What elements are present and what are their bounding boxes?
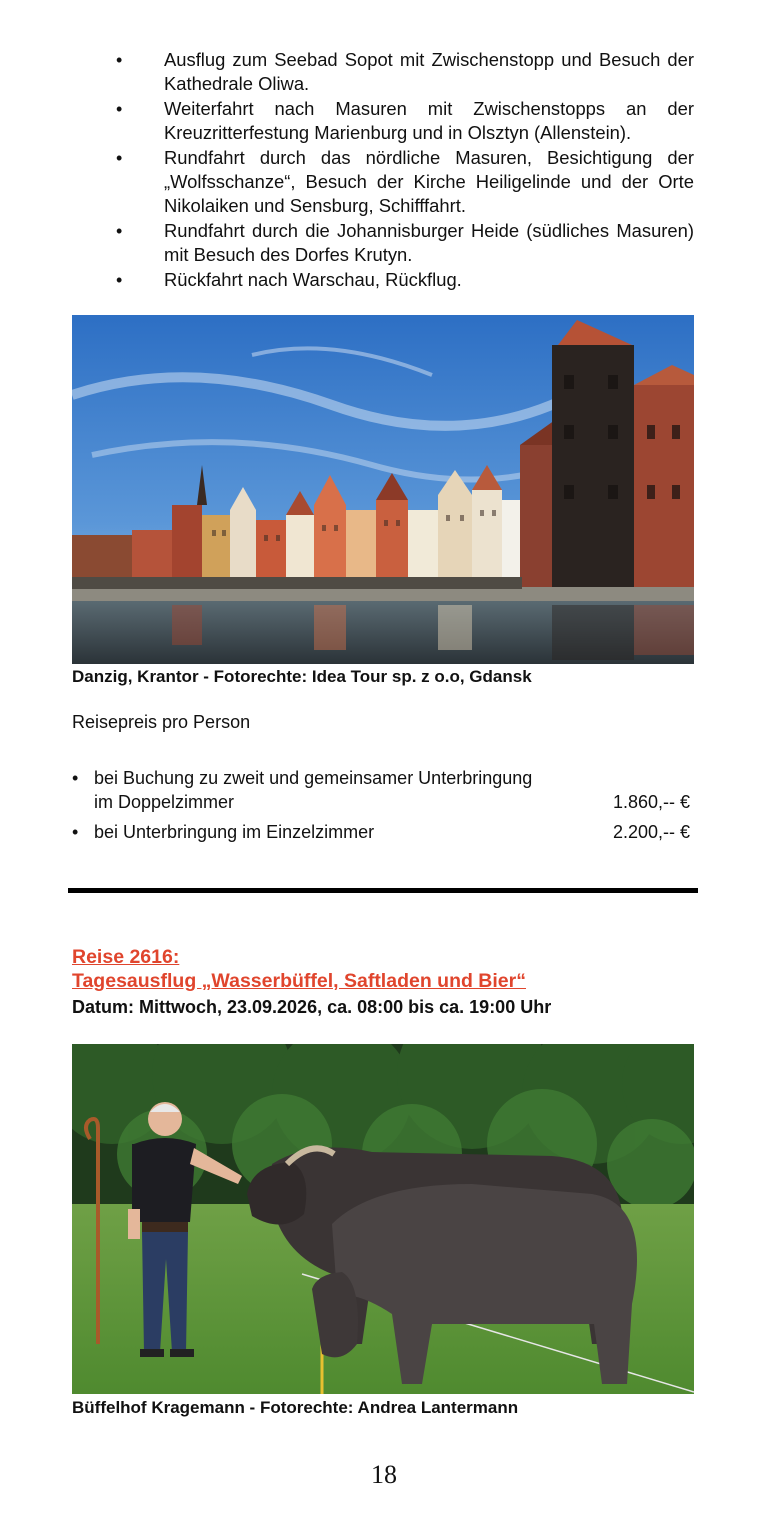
trip-heading xyxy=(72,945,526,993)
bullet-icon: • xyxy=(72,822,79,842)
price-heading: Reisepreis pro Person xyxy=(72,712,251,732)
bullet-icon: • xyxy=(72,768,79,788)
bullet-icon: • xyxy=(116,98,123,119)
trip-title: Tagesausflug „Wasserbüffel, Saftladen und Bier“ xyxy=(72,970,526,992)
itinerary-item: • Rundfahrt durch das nördliche Masuren, Besichtigung der „Wolfsschanze“, Besuch der Kirche Heiligelinde und der Orte Nikolaiken und Sensburg, Schifffahrt. xyxy=(116,146,694,217)
bullet-icon: • xyxy=(116,220,123,241)
buffalo-photo-caption: Büffelhof Kragemann - Fotorechte: Andrea Lantermann xyxy=(72,1398,519,1417)
itinerary-item: • Weiterfahrt nach Masuren mit Zwischenstopps an der Kreuzritterfestung Marienburg und in Olsztyn (Allenstein). xyxy=(116,97,694,144)
itinerary-list xyxy=(116,48,694,292)
page-number: 18 xyxy=(371,1460,397,1489)
trip-number: Reise 2616: xyxy=(72,946,180,968)
price-list xyxy=(72,766,690,844)
bullet-icon: • xyxy=(116,147,123,168)
bullet-icon: • xyxy=(116,50,123,70)
buffalo-farm-photo xyxy=(72,1044,694,1394)
itinerary-item: • Rückfahrt nach Warschau, Rückflug. xyxy=(116,268,694,292)
danzig-photo-caption: Danzig, Krantor - Fotorechte: Idea Tour sp. z o.o, Gdansk xyxy=(72,667,532,686)
price-item-double: • bei Buchung zu zweit und gemeinsamer Unterbringung im Doppelzimmer 1.860,-- € xyxy=(72,768,690,812)
bullet-icon: • xyxy=(116,269,123,290)
itinerary-item: • Ausflug zum Seebad Sopot mit Zwischenstopp und Besuch der Kathedrale Oliwa. xyxy=(116,49,694,95)
section-divider xyxy=(68,888,698,893)
price-item-single: • bei Unterbringung im Einzelzimmer 2.200,-- € xyxy=(72,822,690,842)
itinerary-item: • Rundfahrt durch die Johannisburger Heide (südliches Masuren) mit Besuch des Dorfes Krutyn. xyxy=(116,219,694,266)
price-double: 1.860,-- € xyxy=(612,792,690,812)
price-single: 2.200,-- € xyxy=(612,822,690,842)
danzig-krantor-photo xyxy=(72,315,694,664)
trip-date: Datum: Mittwoch, 23.09.2026, ca. 08:00 bis ca. 19:00 Uhr xyxy=(72,997,552,1017)
